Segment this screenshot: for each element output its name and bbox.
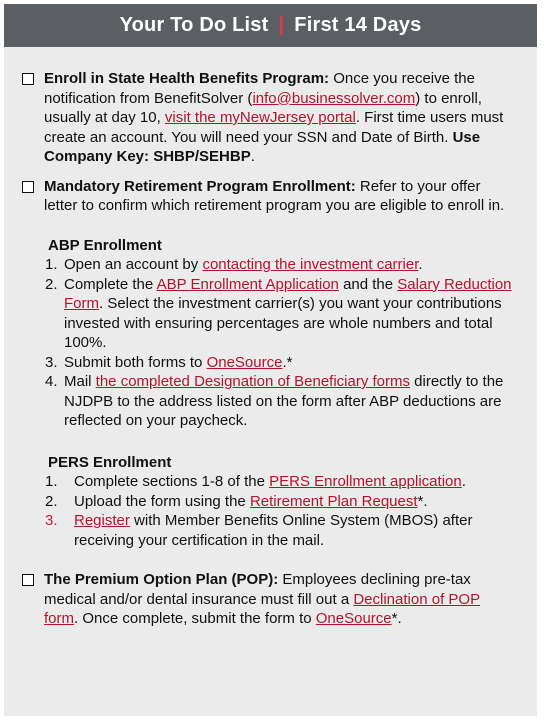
list-item	[45, 353, 517, 373]
step-number: 3.	[45, 512, 58, 529]
step-text: .*	[282, 353, 293, 371]
list-item	[45, 492, 517, 512]
step-number: 3.	[45, 353, 58, 371]
step-text: Upload the form using the	[74, 492, 250, 510]
retirement-title: Mandatory Retirement Program Enrollment:	[44, 177, 356, 195]
abp-application-link[interactable]: ABP Enrollment Application	[156, 275, 339, 293]
onesource-link[interactable]: OneSource	[206, 353, 283, 371]
beneficiary-forms-link[interactable]: the completed Designation of Beneficiary forms	[95, 373, 410, 390]
step-number: 2.	[45, 492, 58, 510]
shbp-text-4: .	[250, 148, 255, 165]
pers-application-link[interactable]: PERS Enrollment application	[269, 473, 462, 490]
checkbox[interactable]	[22, 73, 34, 85]
step-number: 1.	[45, 473, 58, 490]
pop-text	[44, 570, 517, 629]
step-text: Mail	[64, 373, 96, 390]
step-text: Complete sections 1-8 of the	[74, 473, 270, 490]
pers-heading: PERS Enrollment	[48, 453, 172, 471]
step-text: Complete the	[64, 275, 157, 293]
list-item	[45, 511, 517, 550]
shbp-text-1: Once you receive the notification from BenefitSolver (	[44, 70, 475, 107]
step-text: .	[461, 473, 466, 490]
header-title: Your To Do List	[119, 14, 269, 36]
pers-steps	[22, 472, 517, 550]
pop-text-3: *.	[391, 610, 402, 627]
pop-declination-link[interactable]: Declination of POP form	[44, 590, 481, 627]
shbp-title: Enroll in State Health Benefits Program:	[44, 70, 330, 87]
todo-body	[4, 69, 537, 629]
contact-carrier-link[interactable]: contacting the investment carrier	[202, 256, 419, 273]
todo-item-retirement	[22, 177, 517, 216]
retirement-description: Refer to your offer letter to confirm which retirement program you are eligible to enroll in.	[44, 177, 505, 214]
shbp-text-2: ) to enroll, usually at day 10,	[44, 89, 482, 126]
abp-heading: ABP Enrollment	[48, 236, 162, 254]
list-item	[45, 255, 517, 275]
checkbox[interactable]	[22, 574, 34, 586]
email-link[interactable]: info@businessolver.com	[252, 89, 416, 107]
shbp-text-3: . First time users must create an account. You will need your SSN and Date of Birth.	[44, 109, 504, 146]
step-text: . Select the investment carrier(s) you want your contributions invested with ensuring percentages are whole numbers and total 100%.	[64, 295, 502, 351]
list-item	[45, 372, 517, 431]
step-text: *.	[417, 492, 428, 510]
step-text: Open an account by	[64, 256, 203, 273]
header-separator: |	[278, 14, 285, 36]
mynewjersey-portal-link[interactable]: visit the myNewJersey portal	[164, 109, 356, 126]
pop-title: The Premium Option Plan (POP):	[44, 571, 279, 588]
pop-text-2: . Once complete, submit the form to	[74, 610, 316, 627]
company-key: Use Company Key: SHBP/SEHBP	[44, 128, 481, 165]
step-text: directly to the NJDPB to the address listed on the form after ABP deductions are reflected on your paycheck.	[64, 373, 504, 429]
todo-item-pop	[22, 570, 517, 629]
step-text: with Member Benefits Online System (MBOS) after receiving your certification in the mail.	[74, 512, 473, 549]
checkbox[interactable]	[22, 181, 34, 193]
pop-text-1: Employees declining pre-tax medical and/or dental insurance must fill out a	[44, 571, 471, 608]
salary-reduction-form-link[interactable]: Salary Reduction Form	[64, 275, 512, 312]
retirement-plan-request-link[interactable]: Retirement Plan Request	[249, 492, 418, 510]
step-number: 1.	[45, 256, 58, 273]
list-item	[45, 472, 517, 492]
onesource-link[interactable]: OneSource	[315, 610, 392, 627]
step-text: .	[418, 256, 423, 273]
todo-card	[4, 4, 537, 716]
retirement-text	[44, 177, 517, 216]
list-item	[45, 275, 517, 353]
todo-item-shbp	[22, 69, 517, 167]
step-text: Submit both forms to	[64, 353, 207, 371]
header-subtitle: First 14 Days	[294, 14, 422, 36]
abp-steps	[22, 255, 517, 431]
register-link[interactable]: Register	[74, 512, 130, 529]
header-bar	[4, 4, 537, 47]
step-number: 4.	[45, 373, 58, 390]
shbp-text	[44, 69, 517, 167]
step-number: 2.	[45, 275, 58, 293]
step-text: and the	[338, 275, 398, 293]
